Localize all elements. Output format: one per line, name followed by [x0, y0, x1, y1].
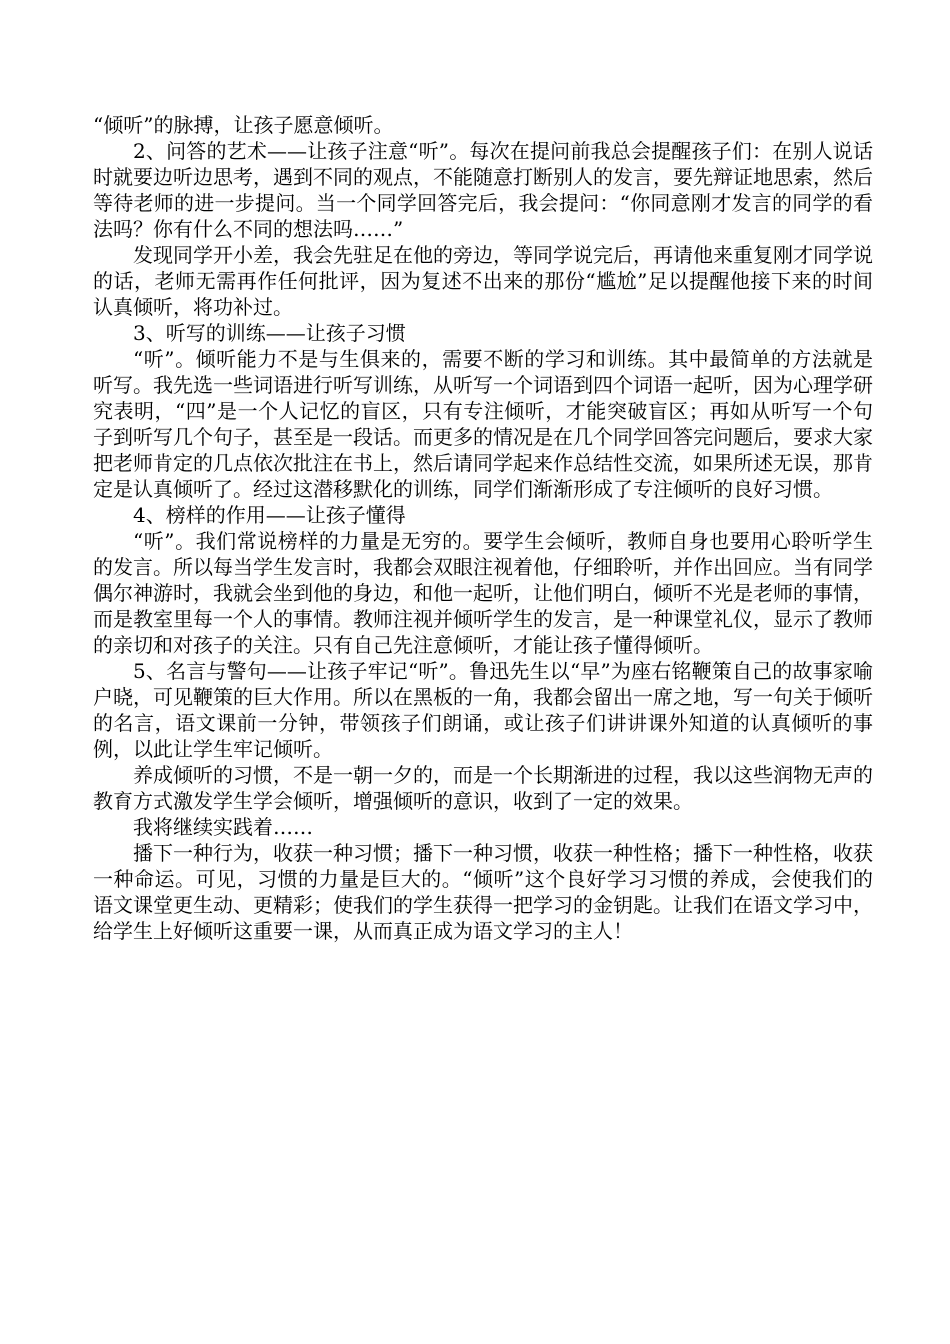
paragraph-habit: 养成倾听的习惯，不是一朝一夕的，而是一个长期渐进的过程，我以这些润物无声的教育方式激发学生学会倾听，增强倾听的意识，收到了一定的效果。	[93, 763, 873, 813]
heading-dictation-training: 3、听写的训练——让孩子习惯	[133, 321, 406, 345]
paragraph-role-model: “听”。我们常说榜样的力量是无穷的。要学生会倾听，教师自身也要用心聆听学生的发言。所以每当学生发言时，我都会双眼注视着他，仔细聆听，并作出回应。当有同学偶尔神游时，我就会坐到他的身边，和他一起听，让他们明白，倾听不光是老师的事情，而是教室里每一个人的事情。教师注视并倾听学生的发言，是一种课堂礼仪，显示了教师的亲切和对孩子的关注。只有自己先注意倾听，才能让孩子懂得倾听。	[93, 529, 873, 657]
paragraph-qa-art: 2、问答的艺术——让孩子注意“听”。每次在提问前我总会提醒孩子们：在别人说话时就要边听边思考，遇到不同的观点，不能随意打断别人的发言，要先辩证地思索，然后等待老师的进一步提问。当一个同学回答完后，我会提问：“你同意刚才发言的同学的看法吗？你有什么不同的想法吗……”	[93, 139, 873, 241]
paragraph-conclusion: 播下一种行为，收获一种习惯；播下一种习惯，收获一种性格；播下一种性格，收获一种命运。可见，习惯的力量是巨大的。“倾听”这个良好学习习惯的养成，会使我们的语文课堂更生动、更精彩；使我们的学生获得一把学习的金钥匙。让我们在语文学习中，给学生上好倾听这重要一课，从而真正成为语文学习的主人！	[93, 841, 873, 943]
paragraph-distraction: 发现同学开小差，我会先驻足在他的旁边，等同学说完后，再请他来重复刚才同学说的话，老师无需再作任何批评，因为复述不出来的那份“尴尬”足以提醒他接下来的时间认真倾听，将功补过。	[93, 243, 873, 319]
heading-role-model: 4、榜样的作用——让孩子懂得	[133, 503, 406, 527]
paragraph-dictation: “听”。倾听能力不是与生俱来的，需要不断的学习和训练。其中最简单的方法就是听写。我先选一些词语进行听写训练，从听写一个词语到四个词语一起听，因为心理学研究表明，“四”是一个人记忆的盲区，只有专注倾听，才能突破盲区；再如从听写一个句子到听写几个句子，甚至是一段话。而更多的情况是在几个同学回答完问题后，要求大家把老师肯定的几点依次批注在书上，然后请同学起来作总结性交流，如果所述无误，那肯定是认真倾听了。经过这潜移默化的训练，同学们渐渐形成了专注倾听的良好习惯。	[93, 347, 873, 501]
document-body	[93, 112, 873, 944]
paragraph-continue: 我将继续实践着……	[133, 815, 313, 839]
paragraph-continuation: “倾听”的脉搏，让孩子愿意倾听。	[93, 113, 394, 137]
paragraph-quotes: 5、名言与警句——让孩子牢记“听”。鲁迅先生以“早”为座右铭鞭策自己的故事家喻户晓，可见鞭策的巨大作用。所以在黑板的一角，我都会留出一席之地，写一句关于倾听的名言，语文课前一分钟，带领孩子们朗诵，或让孩子们讲讲课外知道的认真倾听的事例，以此让学生牢记倾听。	[93, 659, 873, 761]
